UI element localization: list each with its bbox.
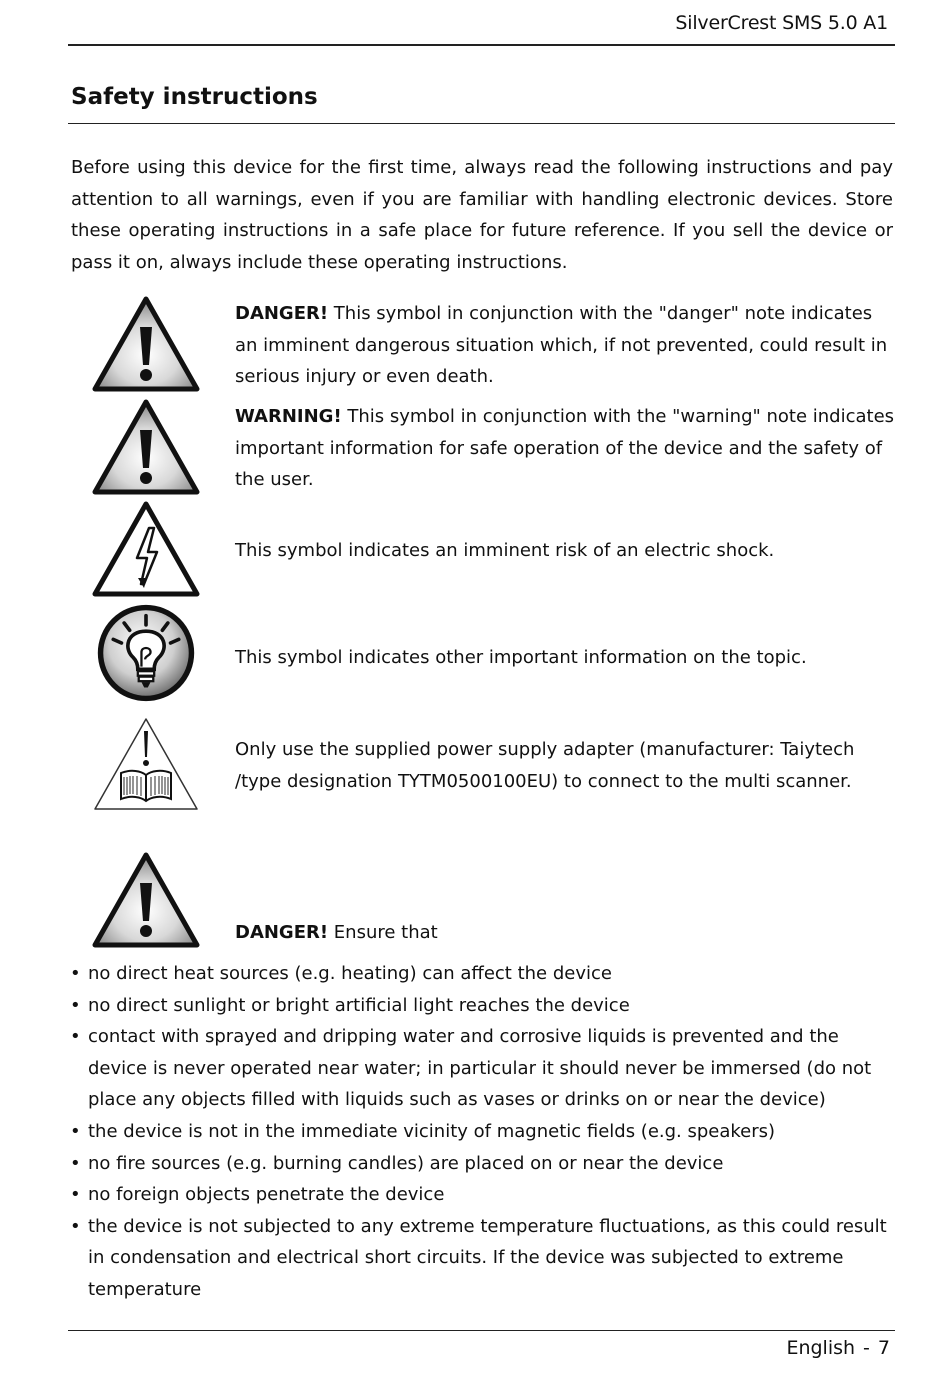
bullet-icon: • <box>70 1120 81 1142</box>
read-manual-icon <box>91 715 201 815</box>
bullet-icon: • <box>70 994 81 1016</box>
page-footer <box>786 1337 890 1359</box>
bullet-icon: • <box>70 1152 81 1174</box>
danger-triangle-icon <box>91 851 201 951</box>
list-item-text: no fire sources (e.g. burning candles) are placed on or near the device <box>88 1152 724 1174</box>
warning-note <box>235 401 895 496</box>
bullet-icon: • <box>70 1215 81 1237</box>
section-rule <box>68 123 895 124</box>
danger-ensure-note <box>235 917 895 949</box>
electric-shock-note: This symbol indicates an imminent risk of an electric shock. <box>235 540 775 561</box>
list-item-text: no direct sunlight or bright artificial light reaches the device <box>88 994 630 1016</box>
footer-separator: - <box>863 1337 870 1359</box>
warning-label: WARNING! <box>235 406 342 427</box>
page-number: 7 <box>877 1337 890 1359</box>
list-item-text: no direct heat sources (e.g. heating) can affect the device <box>88 963 612 984</box>
danger-triangle-icon <box>91 295 201 395</box>
bullet-icon: • <box>70 1026 81 1048</box>
list-item-text: contact with sprayed and dripping water and corrosive liquids is prevented and the device is never operated near water; in particular it should never be immersed (do not place any objects filled with liquids such as vases or drinks on or near the device) <box>88 1026 872 1111</box>
precaution-list <box>70 958 890 1306</box>
danger-ensure-text: Ensure that <box>328 922 438 943</box>
warning-note-text: This symbol in conjunction with the "warning" note indicates important information for safe operation of the device and the safety of the user. <box>235 406 895 491</box>
danger-note-text: This symbol in conjunction with the "danger" note indicates an imminent dangerous situation which, if not prevented, could result in serious injury or even death. <box>235 303 888 388</box>
list-item <box>70 1179 890 1211</box>
list-item <box>70 1116 890 1148</box>
power-adapter-note: Only use the supplied power supply adapter (manufacturer: Taiytech /type designation TYTM0500100EU) to connect to the multi scanner. <box>235 739 855 792</box>
section-title: Safety instructions <box>71 84 318 110</box>
info-note: This symbol indicates other important information on the topic. <box>235 647 807 668</box>
footer-rule <box>68 1330 895 1331</box>
list-item <box>70 1148 890 1180</box>
bullet-icon: • <box>70 963 81 984</box>
list-item <box>70 1211 890 1306</box>
electric-shock-icon <box>91 500 201 600</box>
header-rule <box>68 44 895 46</box>
list-item-text: the device is not subjected to any extreme temperature fluctuations, as this could result in condensation and electrical short circuits. If the device was subjected to extreme temperature <box>88 1215 887 1300</box>
warning-triangle-icon <box>91 398 201 498</box>
intro-paragraph: Before using this device for the first time, always read the following instructions and pay attention to all warnings, even if you are familiar with handling electronic devices. Store these operating instructions in a safe place for future reference. If you sell the device or pass it on, always include these operating instructions. <box>71 157 893 273</box>
danger-label: DANGER! <box>235 922 329 943</box>
list-item <box>70 990 890 1022</box>
bullet-icon: • <box>70 1184 81 1206</box>
list-item <box>70 958 890 990</box>
danger-label: DANGER! <box>235 303 329 324</box>
list-item <box>70 1021 890 1116</box>
list-item-text: no foreign objects penetrate the device <box>88 1184 445 1206</box>
page-header-title: SilverCrest SMS 5.0 A1 <box>675 12 888 34</box>
list-item-text: the device is not in the immediate vicinity of magnetic fields (e.g. speakers) <box>88 1120 776 1142</box>
danger-note <box>235 298 895 393</box>
lightbulb-info-icon <box>91 603 201 703</box>
footer-language: English <box>786 1337 856 1359</box>
